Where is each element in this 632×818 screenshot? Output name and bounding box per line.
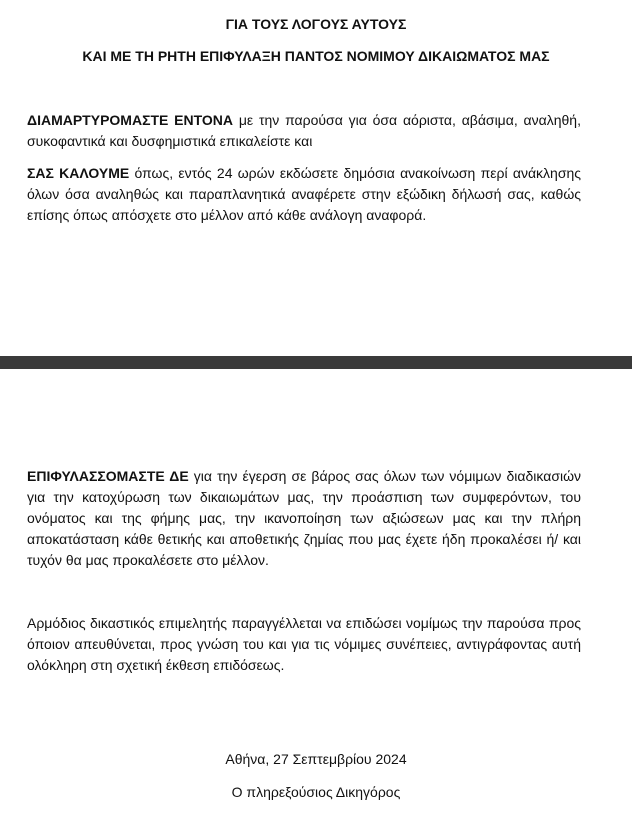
reserve-text: για την έγερση σε βάρος σας όλων των νόμιμων διαδικασιών για την κατοχύρωση των δικαιωμάτων μας, την προάσπιση των συμφερόντων, του ονόματος και της φήμης μας, την ικανοποίηση των αξιώσεων μας και την πλήρη αποκατάσταση κάθε θετικής και αποθετικής ζημίας που μας έχετε ήδη προκαλέσει ή/ και τυχόν θα μας προκαλέσετε στο μέλλον. — [27, 468, 581, 568]
heading-line-2: ΚΑΙ ΜΕ ΤΗ ΡΗΤΗ ΕΠΙΦΥΛΑΞΗ ΠΑΝΤΟΣ ΝΟΜΙΜΟΥ ΔΙΚΑΙΩΜΑΤΟΣ ΜΑΣ — [82, 48, 550, 64]
reserve-lead: ΕΠΙΦΥΛΑΣΣΟΜΑΣΤΕ ΔΕ — [27, 468, 189, 484]
call-lead: ΣΑΣ ΚΑΛΟΥΜΕ — [27, 165, 130, 181]
page-divider — [0, 356, 632, 369]
place-date: Αθήνα, 27 Σεπτεμβρίου 2024 — [225, 751, 407, 767]
protest-text: με την παρούσα για όσα αόριστα, αβάσιμα, αναληθή, συκοφαντικά και δυσφημιστικά επικαλείστε και — [27, 112, 581, 149]
protest-paragraph — [27, 110, 581, 152]
signatory: Ο πληρεξούσιος Δικηγόρος — [231, 784, 401, 800]
reserve-paragraph — [27, 466, 581, 571]
protest-lead: ΔΙΑΜΑΡΤΥΡΟΜΑΣΤΕ ΕΝΤΟΝΑ — [27, 112, 234, 128]
call-text: όπως, εντός 24 ωρών εκδώσετε δημόσια ανακοίνωση περί ανάκλησης όλων όσα αναληθώς και παραπλανητικά αναφέρετε στην εξώδικη δήλωσή σας, καθώς επίσης όπως απόσχετε στο μέλλον από κάθε ανάλογη αναφορά. — [27, 165, 581, 223]
bailiff-paragraph: Αρμόδιος δικαστικός επιμελητής παραγγέλλεται να επιδώσει νομίμως την παρούσα προς όποιον απευθύνεται, προς γνώση του και για τις νόμιμες συνέπειες, αντιγράφοντας αυτή ολόκληρη στη σχετική έκθεση επιδόσεως. — [27, 615, 581, 673]
heading-line-1: ΓΙΑ ΤΟΥΣ ΛΟΓΟΥΣ ΑΥΤΟΥΣ — [225, 16, 407, 32]
call-paragraph — [27, 163, 581, 226]
